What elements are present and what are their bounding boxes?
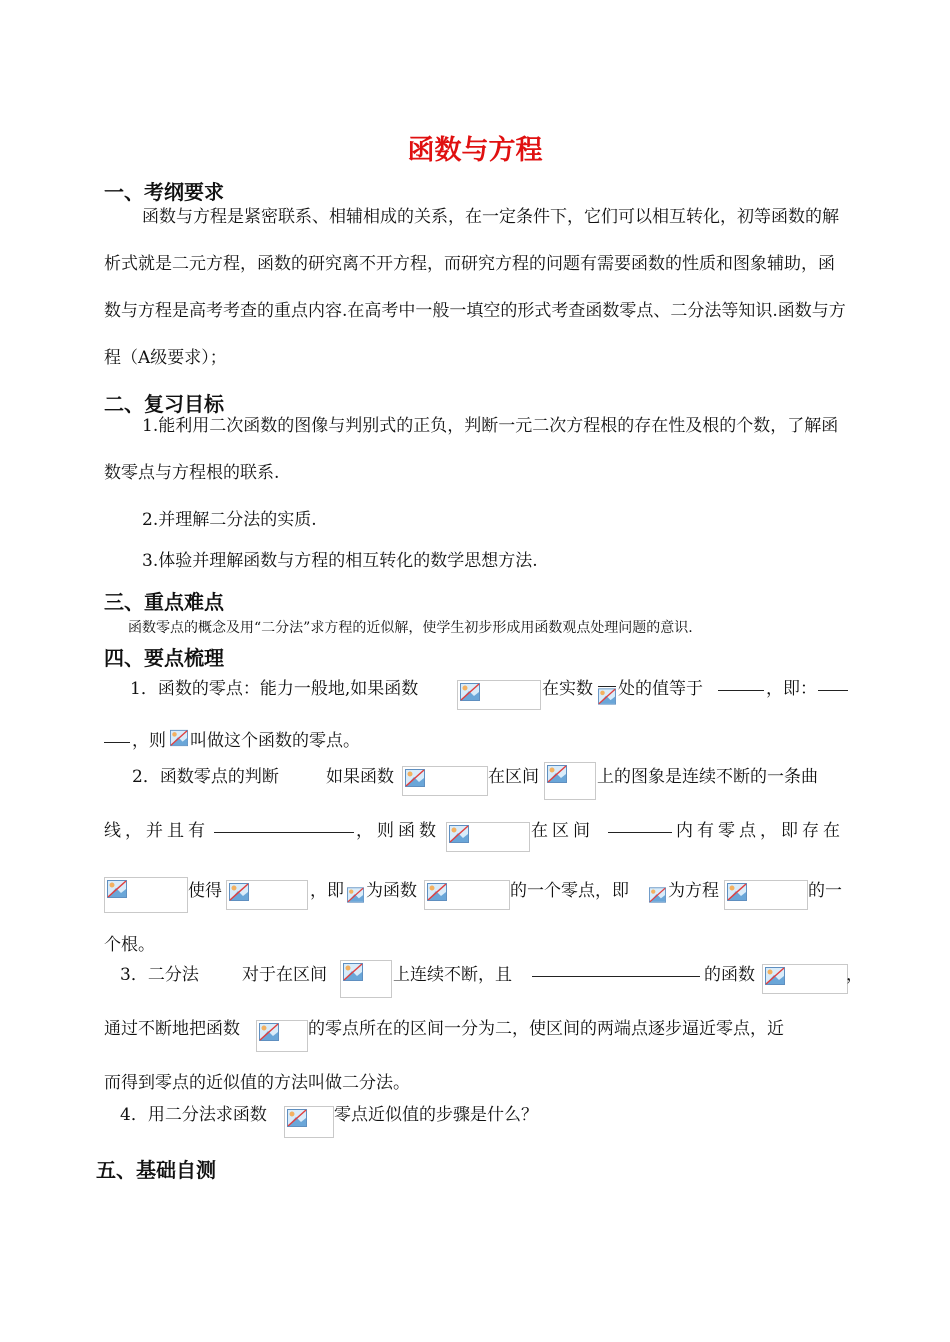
broken-image-icon <box>170 729 188 747</box>
bisection-text-g: 而得到零点的近似值的方法叫做二分法。 <box>104 1073 410 1093</box>
fill-blank[interactable] <box>718 690 764 691</box>
zero-judgement-text-g: 内有零点，即存在 <box>676 821 844 841</box>
zero-judgement-text-h: 使得 <box>188 881 222 901</box>
formula-image <box>170 729 188 747</box>
zero-judgement-text-m: 的一 <box>808 881 842 901</box>
key-points-paragraph: 函数零点的概念及用“二分法”求方程的近似解，使学生初步形成用函数观点处理问题的意识. <box>128 620 693 636</box>
zero-judgement-text-i: ，即 <box>310 881 344 901</box>
broken-image-icon <box>649 886 666 904</box>
bisection-text-a: 对于在区间 <box>242 965 327 985</box>
formula-image <box>598 688 616 705</box>
formula-image <box>226 880 308 910</box>
formula-image <box>340 960 392 998</box>
formula-image <box>446 822 530 852</box>
zero-judgement-text-a: 如果函数 <box>326 767 394 787</box>
broken-image-icon <box>598 688 616 705</box>
broken-image-icon <box>405 769 425 787</box>
formula-image <box>256 1020 308 1052</box>
fill-blank[interactable] <box>818 690 848 691</box>
formula-image <box>347 886 364 904</box>
broken-image-icon <box>287 1109 307 1127</box>
section-heading-2: 二、复习目标 <box>104 392 224 416</box>
fill-blank[interactable] <box>214 832 354 833</box>
formula-image <box>402 766 488 796</box>
zero-judgement-text-e: ，则函数 <box>356 821 440 841</box>
zero-definition-text-e: ，则 <box>132 731 166 751</box>
formula-image <box>457 680 541 710</box>
broken-image-icon <box>229 883 249 901</box>
goal-item-3: 3.体验并理解函数与方程的相互转化的数学思想方法. <box>142 551 538 571</box>
broken-image-icon <box>107 880 127 898</box>
zero-definition-text-b: 在实数 <box>542 679 593 699</box>
broken-image-icon <box>460 683 480 701</box>
broken-image-icon <box>427 883 447 901</box>
goal-item-1: 1.能利用二次函数的图像与判别式的正负，判断一元二次方程根的存在性及根的个数，了解函数零点与方程根的联系. <box>104 416 839 483</box>
zero-definition-text-c: 处的值等于 <box>618 679 703 699</box>
fill-blank[interactable] <box>608 832 672 833</box>
fill-blank[interactable] <box>598 686 616 687</box>
formula-image <box>544 762 596 800</box>
formula-image <box>104 877 188 913</box>
broken-image-icon <box>343 963 363 981</box>
bisection-steps-text-b: 零点近似值的步骤是什么？ <box>334 1105 538 1125</box>
bisection-text-b: 上连续不断，且 <box>393 965 512 985</box>
zero-definition-text-d: ，即： <box>766 679 817 699</box>
fill-blank[interactable] <box>532 976 700 977</box>
zero-judgement-text-c: 上的图象是连续不断的一条曲 <box>597 767 818 787</box>
zero-judgement-text-d: 线，并且有 <box>104 821 209 841</box>
zero-judgement-text-n: 个根。 <box>104 935 155 955</box>
goal-item-2: 2.并理解二分法的实质. <box>142 510 317 530</box>
bisection-text-f: 的零点所在的区间一分为二，使区间的两端点逐步逼近零点，近 <box>308 1019 784 1039</box>
formula-image <box>424 880 510 910</box>
section-heading-3: 三、重点难点 <box>104 590 224 614</box>
broken-image-icon <box>347 886 364 904</box>
broken-image-icon <box>727 883 747 901</box>
section-1-paragraph: 函数与方程是紧密联系、相辅相成的关系，在一定条件下，它们可以相互转化，初等函数的解析式就是二元方程，函数的研究离不开方程，而研究方程的问题有需要函数的性质和图象辅助，函数与方程是高考考查的重点内容.在高考中一般一填空的形式考查函数零点、二分法等知识.函数与方程（A级要求）； <box>104 207 846 368</box>
broken-image-icon <box>449 825 469 843</box>
formula-image <box>649 886 666 904</box>
section-heading-5: 五、基础自测 <box>96 1158 216 1182</box>
zero-judgement-text-b: 在区间 <box>488 767 539 787</box>
zero-judgement-title: 2．函数零点的判断 <box>132 767 279 787</box>
zero-judgement-text-l: 为方程 <box>668 881 719 901</box>
bisection-text-d: ， <box>846 965 863 985</box>
zero-definition-text-a: 1．函数的零点：能力一般地,如果函数 <box>130 679 419 699</box>
bisection-text-e: 通过不断地把函数 <box>104 1019 240 1039</box>
page-title: 函数与方程 <box>407 135 543 166</box>
broken-image-icon <box>765 967 785 985</box>
formula-image <box>284 1106 334 1138</box>
formula-image <box>762 964 848 994</box>
section-heading-1: 一、考纲要求 <box>104 180 224 204</box>
zero-definition-text-f: 叫做这个函数的零点。 <box>190 731 360 751</box>
broken-image-icon <box>259 1023 279 1041</box>
section-heading-4: 四、要点梳理 <box>104 646 224 670</box>
zero-judgement-text-f: 在区间 <box>531 821 594 841</box>
fill-blank[interactable] <box>104 742 130 743</box>
broken-image-icon <box>547 765 567 783</box>
bisection-text-c: 的函数 <box>704 965 755 985</box>
zero-judgement-text-k: 的一个零点，即 <box>510 881 629 901</box>
bisection-steps-text-a: 4．用二分法求函数 <box>120 1105 267 1125</box>
zero-judgement-text-j: 为函数 <box>366 881 417 901</box>
bisection-title: 3．二分法 <box>120 965 199 985</box>
formula-image <box>724 880 808 910</box>
